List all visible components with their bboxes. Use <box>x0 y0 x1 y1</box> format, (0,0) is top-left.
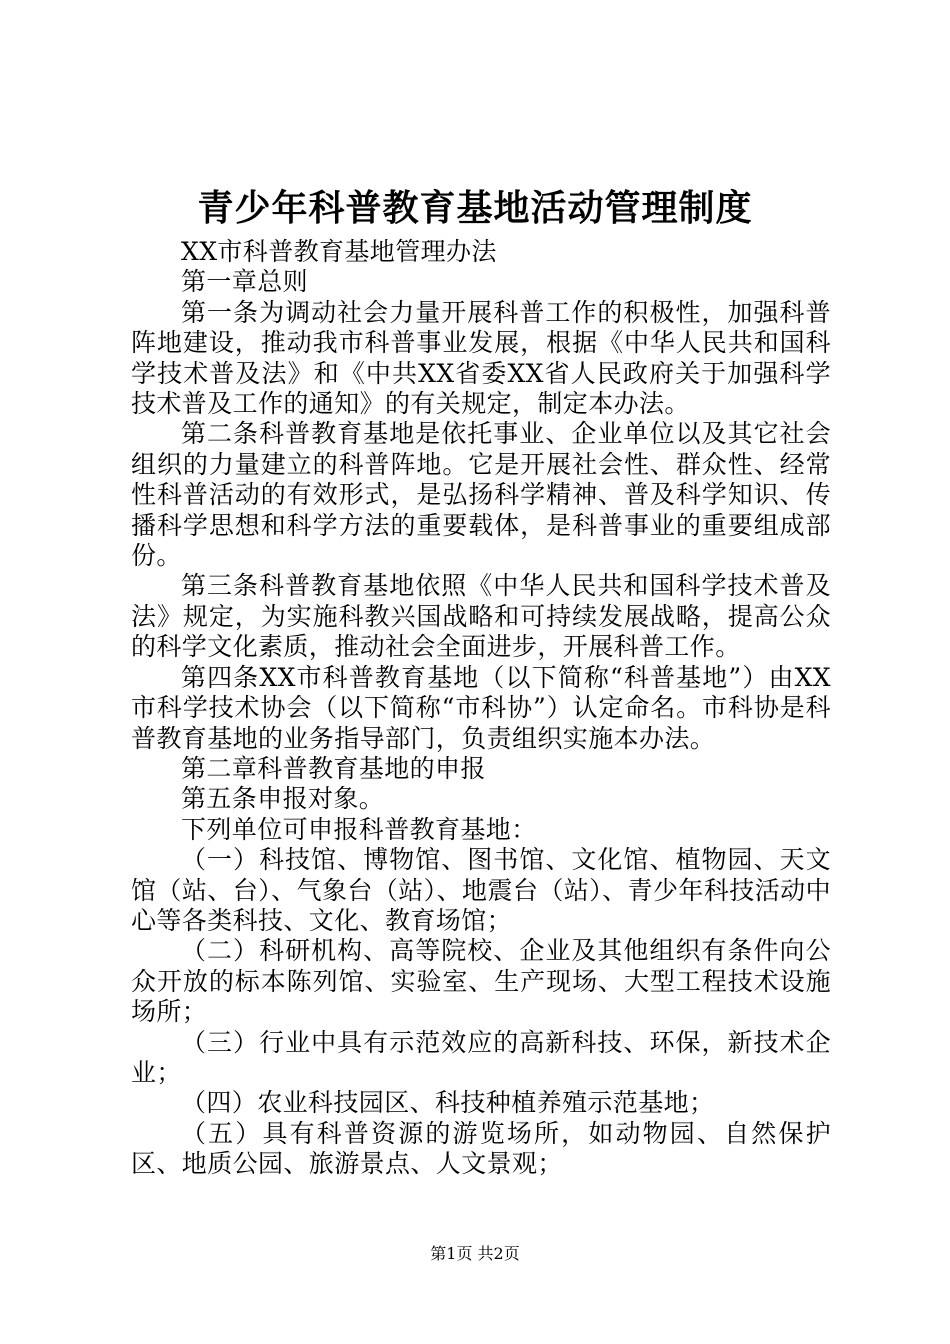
paragraph-article-4: 第四条XX市科普教育基地（以下简称“科普基地”）由XX市科学技术协会（以下简称“市科协”）认定命名。市科协是科普教育基地的业务指导部门，负责组织实施本办法。 <box>131 662 831 753</box>
paragraph-chapter-1-heading: 第一章总则 <box>181 267 309 297</box>
paragraph-item-4: （四）农业科技园区、科技种植养殖示范基地； <box>181 1088 715 1118</box>
paragraph-item-5: （五）具有科普资源的游览场所，如动物园、自然保护区、地质公园、旅游景点、人文景观； <box>131 1118 831 1179</box>
paragraph-article-5: 第五条申报对象。 <box>181 784 385 814</box>
page-number-footer: 第1页 共2页 <box>430 1244 520 1263</box>
document-body <box>131 237 831 1180</box>
paragraph-article-2: 第二条科普教育基地是依托事业、企业单位以及其它社会组织的力量建立的科普阵地。它是开展社会性、群众性、经常性科普活动的有效形式，是弘扬科学精神、普及科学知识、传播科学思想和科学方法的重要载体，是科普事业的重要组成部份。 <box>131 419 831 571</box>
paragraph-article-1: 第一条为调动社会力量开展科普工作的积极性，加强科普阵地建设，推动我市科普事业发展，根据《中华人民共和国科学技术普及法》和《中共XX省委XX省人民政府关于加强科学技术普及工作的通知》的有关规定，制定本办法。 <box>131 297 831 419</box>
paragraph-eligible-units-intro: 下列单位可申报科普教育基地： <box>181 814 537 844</box>
document-title: 青少年科普教育基地活动管理制度 <box>197 188 753 229</box>
paragraph-subtitle: XX市科普教育基地管理办法 <box>181 237 497 266</box>
paragraph-article-3: 第三条科普教育基地依照《中华人民共和国科学技术普及法》规定，为实施科教兴国战略和可持续发展战略，提高公众的科学文化素质，推动社会全面进步，开展科普工作。 <box>131 571 831 662</box>
paragraph-item-3: （三）行业中具有示范效应的高新科技、环保，新技术企业； <box>131 1027 831 1087</box>
paragraph-chapter-2-heading: 第二章科普教育基地的申报 <box>181 753 486 783</box>
paragraph-item-2: （二）科研机构、高等院校、企业及其他组织有条件向公众开放的标本陈列馆、实验室、生产现场、大型工程技术设施场所； <box>131 936 831 1027</box>
paragraph-item-1: （一）科技馆、博物馆、图书馆、文化馆、植物园、天文馆（站、台）、气象台（站）、地震台（站）、青少年科技活动中心等各类科技、文化、教育场馆； <box>131 845 831 935</box>
